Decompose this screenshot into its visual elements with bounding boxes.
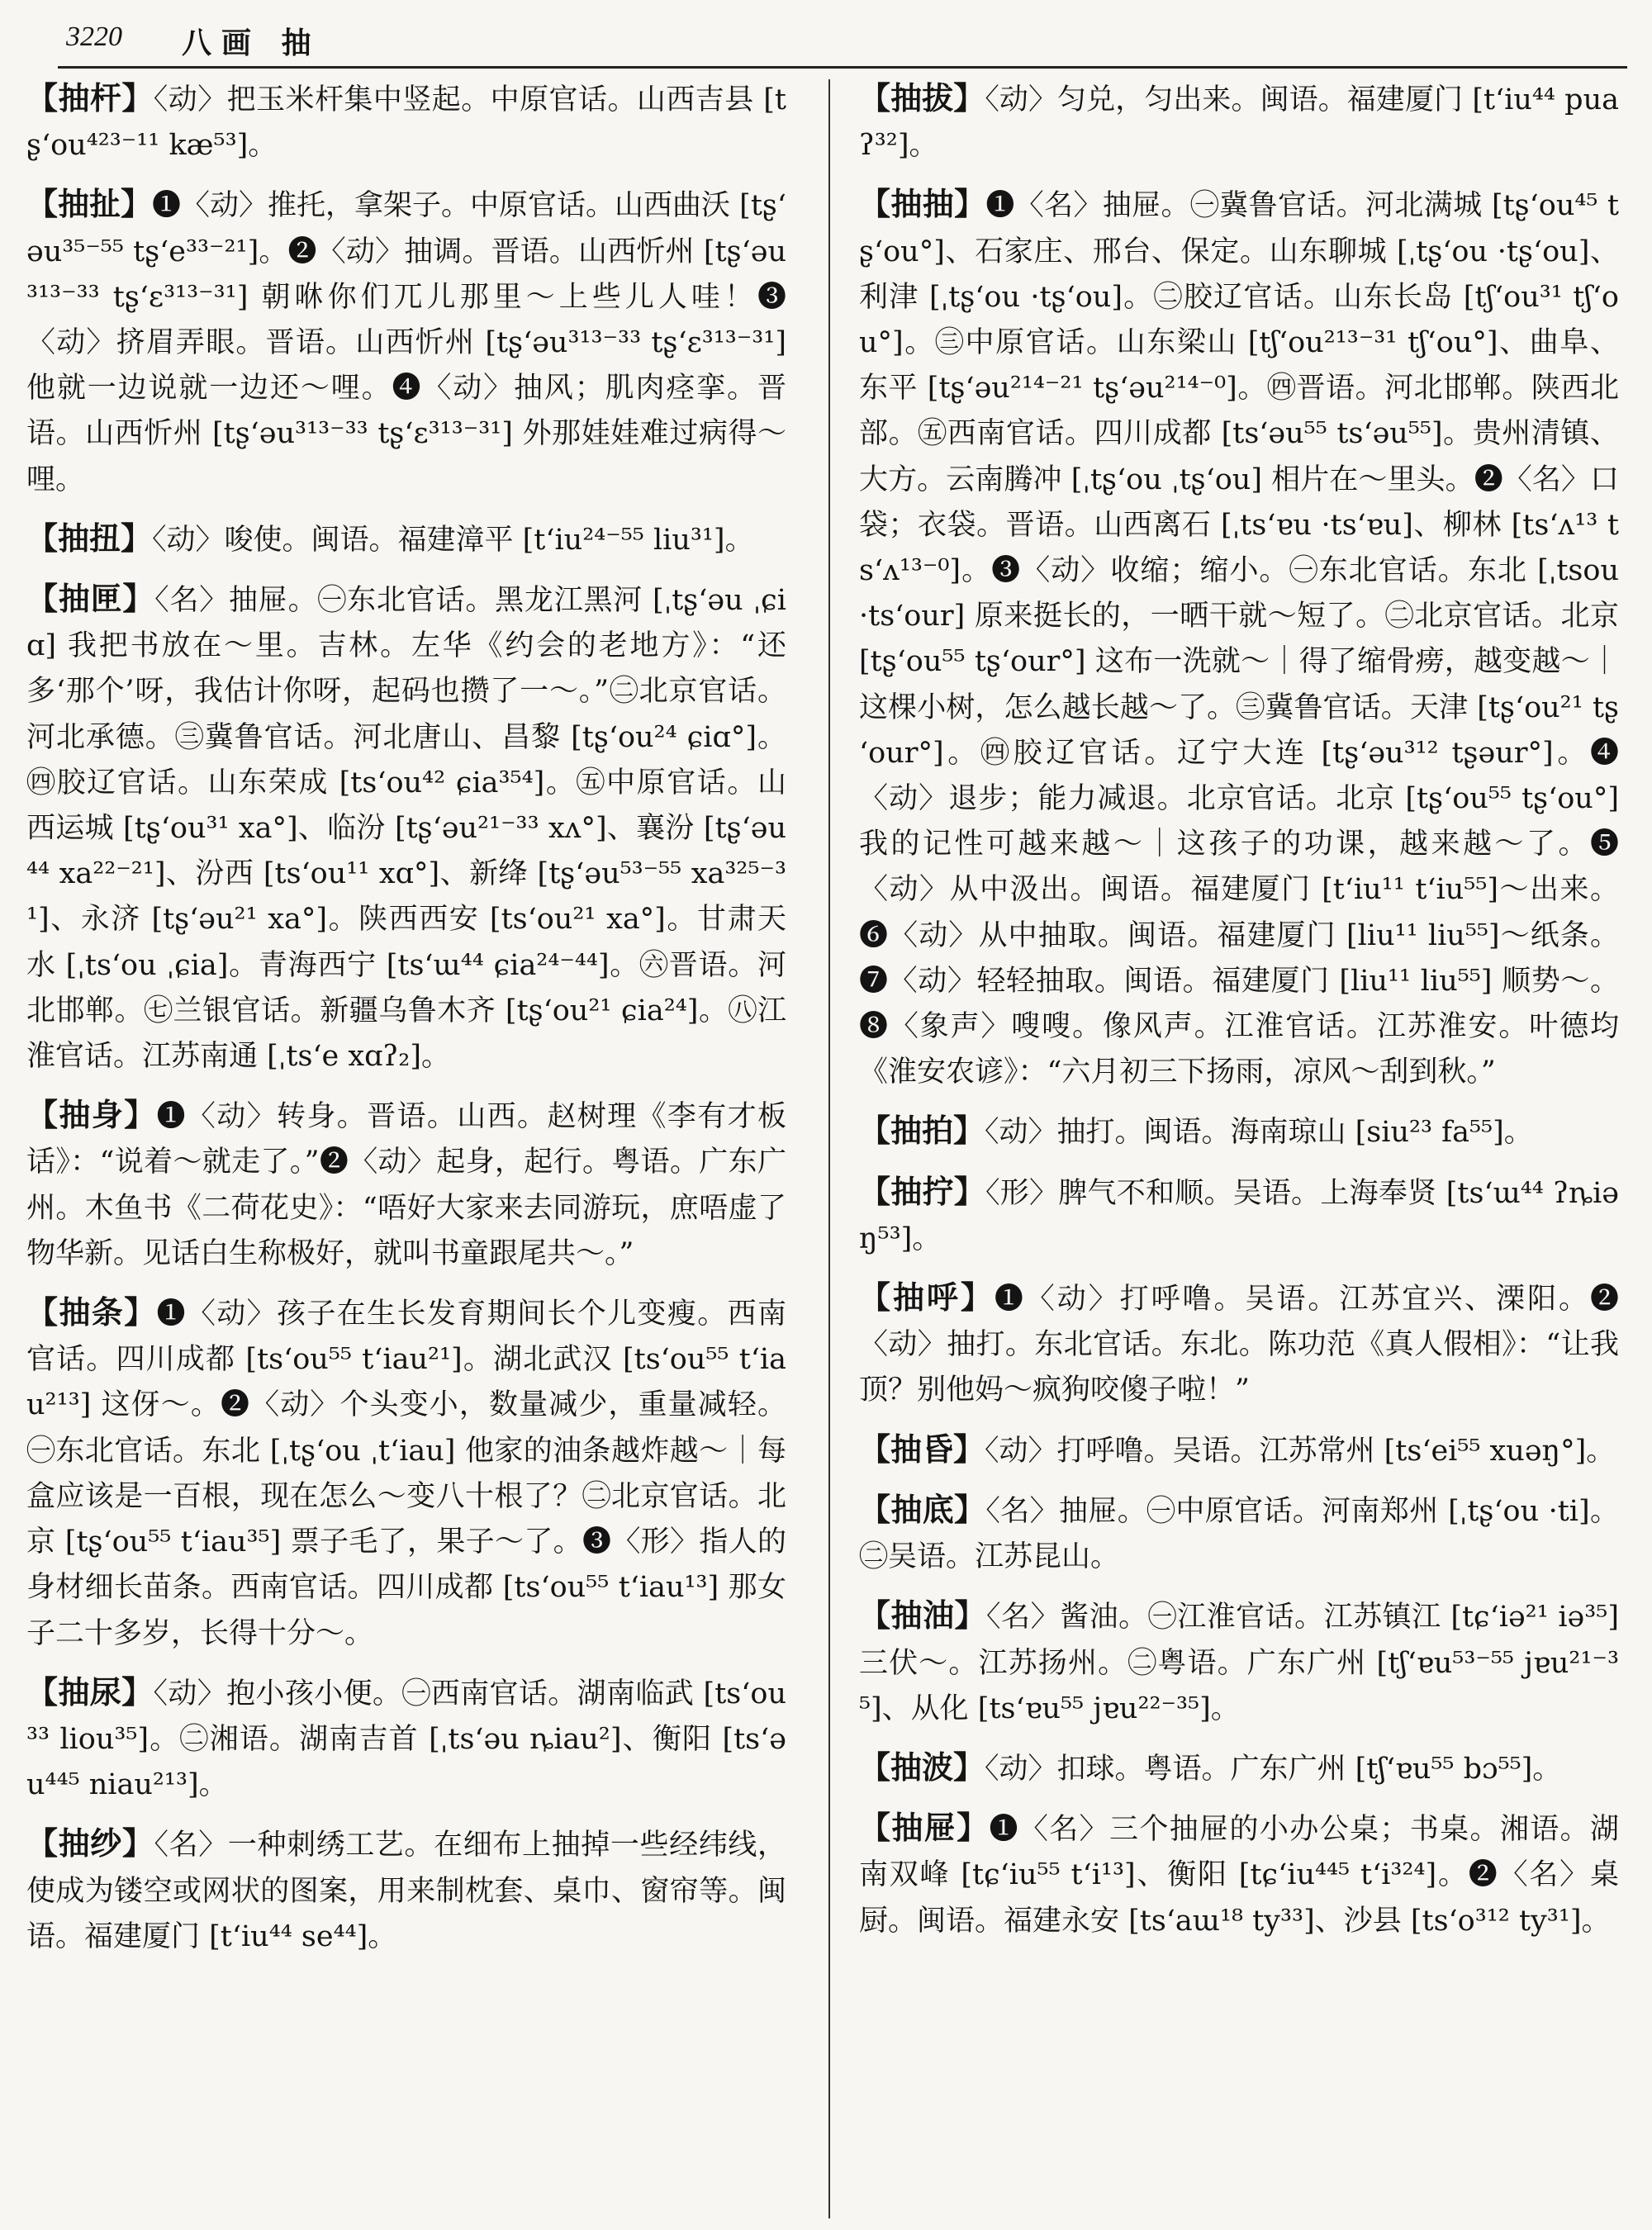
entry-definition: 〈动〉唆使。闽语。福建漳平 [tʻiu²⁴⁻⁵⁵ liu³¹]。 [152,523,754,557]
left-column [26,76,786,2215]
dictionary-entry [859,76,1619,168]
dictionary-entry [26,1821,786,1960]
entry-headword: 【抽拔】 [859,80,985,116]
entry-headword: 【抽杆】 [26,80,154,116]
entry-definition: 〈动〉抽打。闽语。海南琼山 [siu²³ fa⁵⁵]。 [985,1116,1533,1150]
entry-definition: 〈动〉扣球。粤语。广东广州 [tʃʻɐu⁵⁵ bɔ⁵⁵]。 [985,1752,1562,1786]
dictionary-entry [859,182,1619,1095]
entry-headword: 【抽条】 [26,1294,157,1331]
entry-headword: 【抽屉】 [859,1810,990,1847]
dictionary-entry [859,1805,1619,1944]
entry-headword: 【抽尿】 [26,1673,154,1710]
entry-headword: 【抽匣】 [26,581,155,618]
entry-headword: 【抽昏】 [859,1431,985,1468]
dictionary-entry [26,1290,786,1657]
entry-definition: 〈名〉酱油。㊀江淮官话。江苏镇江 [tɕʻiə²¹ iə³⁵] 三伏～。江苏扬州。㊁粤语。广东广州 [tʃʻɐu⁵³⁻⁵⁵ jɐu²¹⁻³⁵]、从化 [tsʻɐu⁵⁵ jɐu²²⁻³⁵]。 [859,1601,1619,1725]
page-header [58,15,1627,69]
section-title: 八画 抽 [182,26,321,60]
dictionary-entry [26,516,786,563]
entry-headword: 【抽波】 [859,1748,985,1786]
entry-headword: 【抽拧】 [859,1173,985,1210]
entry-headword: 【抽扭】 [26,520,153,557]
column-divider [828,79,830,2218]
dictionary-entry [859,1593,1619,1732]
entry-definition: 〈形〉脾气不和顺。吴语。上海奉贤 [tsʻɯ⁴⁴ ʔȵiəŋ⁵³]。 [859,1176,1619,1255]
dictionary-entry [26,76,786,168]
dictionary-entry [26,182,786,502]
dictionary-entry [859,1487,1619,1580]
entry-headword: 【抽呼】 [859,1279,995,1317]
dictionary-entry [26,576,786,1079]
dictionary-entry [859,1108,1619,1155]
entry-headword: 【抽拍】 [859,1113,985,1150]
entry-headword: 【抽扯】 [26,186,153,223]
entry-definition: ❶〈名〉抽屉。㊀冀鲁官话。河北满城 [tʂʻou⁴⁵ tʂʻou°]、石家庄、邢台、保定。山东聊城 [ˌtʂʻou ·tʂʻou]、利津 [ˌtʂʻou ·tʂʻou]。㊁胶辽官话。山东长岛 [tʃʻou³¹ tʃʻou°]。㊂中原官话。山东梁山 [tʃʻou²¹³⁻³¹ tʃʻou°]、曲阜、东平 [tʂʻəu²¹⁴⁻²¹ tʂʻəu²¹⁴⁻⁰]。㊃晋语。河北邯郸。陕西北部。㊄西南官话。四川成都 [tsʻəu⁵⁵ tsʻəu⁵⁵]。贵州清镇、大方。云南腾冲 [ˌtʂʻou ˌtʂʻou] 相片在～里头。❷〈名〉口袋；衣袋。晋语。山西离石 [ˌtsʻɐu ·tsʻɐu]、柳林 [tsʻʌ¹³ tsʻʌ¹³⁻⁰]。❸〈动〉收缩；缩小。㊀东北官话。东北 [ˌtsou ·tsʻour] 原来挺长的，一晒干就～短了。㊁北京官话。北京 [tʂʻou⁵⁵ tʂʻour°] 这布一洗就～｜得了缩骨痨，越变越～｜这棵小树，怎么越长越～了。㊂冀鲁官话。天津 [tʂʻou²¹ tʂʻour°]。㊃胶辽官话。辽宁大连 [tʂʻəu³¹² tʂəur°]。❹〈动〉退步；能力减退。北京官话。北京 [tʂʻou⁵⁵ tʂʻou°] 我的记性可越来越～｜这孩子的功课，越来越～了。❺〈动〉从中汲出。闽语。福建厦门 [tʻiu¹¹ tʻiu⁵⁵]～出来。❻〈动〉从中抽取。闽语。福建厦门 [liu¹¹ liu⁵⁵]～纸条。❼〈动〉轻轻抽取。闽语。福建厦门 [liu¹¹ liu⁵⁵] 顺势～。❽〈象声〉嗖嗖。像风声。江淮官话。江苏淮安。叶德均《淮安农谚》：“六月初三下扬雨，凉风～刮到秋。” [859,189,1619,1089]
entry-definition: 〈动〉抱小孩小便。㊀西南官话。湖南临武 [tsʻou³³ liou³⁵]。㊁湘语。湖南吉首 [ˌtsʻəu ȵiau²]、衡阳 [tsʻəu⁴⁴⁵ niau²¹³]。 [26,1677,786,1802]
entry-headword: 【抽油】 [859,1597,987,1635]
entry-definition: 〈名〉抽屉。㊀中原官话。河南郑州 [ˌtʂʻou ·ti]。㊁吴语。江苏昆山。 [859,1494,1619,1574]
entry-headword: 【抽身】 [26,1097,157,1134]
dictionary-entry [859,1427,1619,1474]
entry-definition: 〈名〉一种刺绣工艺。在细布上抽掉一些经纬线，使成为镂空或网状的图案，用来制枕套、桌巾、窗帘等。闽语。福建厦门 [tʻiu⁴⁴ se⁴⁴]。 [26,1829,786,1953]
right-column [859,76,1619,2215]
entry-headword: 【抽抽】 [859,186,986,223]
dictionary-entry [859,1275,1619,1414]
dictionary-entry [26,1093,786,1277]
page-number: 3220 [66,21,122,52]
dictionary-entry [26,1670,786,1809]
dictionary-entry [859,1745,1619,1792]
entry-definition: 〈动〉把玉米杆集中竖起。中原官话。山西吉县 [tʂʻou⁴²³⁻¹¹ kæ⁵³]。 [26,83,786,163]
entry-definition: 〈动〉匀兑，匀出来。闽语。福建厦门 [tʻiu⁴⁴ puaʔ³²]。 [859,83,1619,163]
entry-headword: 【抽纱】 [26,1825,154,1862]
entry-definition: ❶〈动〉推托，拿架子。中原官话。山西曲沃 [tʂʻəu³⁵⁻⁵⁵ tʂʻe³³⁻²¹]。❷〈动〉抽调。晋语。山西忻州 [tʂʻəu³¹³⁻³³ tʂʻɛ³¹³⁻³¹] 朝咻你们兀儿那里～上些儿人哇！❸〈动〉挤眉弄眼。晋语。山西忻州 [tʂʻəu³¹³⁻³³ tʂʻɛ³¹³⁻³¹] 他就一边说就一边还～哩。❹〈动〉抽风；肌肉痉挛。晋语。山西忻州 [tʂʻəu³¹³⁻³³ tʂʻɛ³¹³⁻³¹] 外那娃娃难过病得～哩。 [26,189,786,496]
entry-definition: ❶〈动〉转身。晋语。山西。赵树理《李有才板话》：“说着～就走了。”❷〈动〉起身，起行。粤语。广东广州。木鱼书《二荷花史》：“唔好大家来去同游玩，庶唔虚了物华新。见话白生称极好，就叫书童跟尾共～。” [26,1100,786,1270]
entry-definition: ❶〈名〉三个抽屉的小办公桌；书桌。湘语。湖南双峰 [tɕʻiu⁵⁵ tʻi¹³]、衡阳 [tɕʻiu⁴⁴⁵ tʻi³²⁴]。❷〈名〉桌厨。闽语。福建永安 [tsʻaɯ¹⁸ ty³³]、沙县 [tsʻo³¹² ty³¹]。 [859,1813,1619,1938]
entry-definition: ❶〈动〉孩子在生长发育期间长个儿变瘦。西南官话。四川成都 [tsʻou⁵⁵ tʻiau²¹]。湖北武汉 [tsʻou⁵⁵ tʻiau²¹³] 这伢～。❷〈动〉个头变小，数量减少，重量减轻。㊀东北官话。东北 [ˌtʂʻou ˌtʻiau] 他家的油条越炸越～｜每盒应该是一百根，现在怎么～变八十根了？㊁北京官话。北京 [tʂʻou⁵⁵ tʻiau³⁵] 票子毛了，果子～了。❸〈形〉指人的身材细长苗条。西南官话。四川成都 [tsʻou⁵⁵ tʻiau¹³] 那女子二十多岁，长得十分～。 [26,1298,786,1650]
entry-definition: ❶〈动〉打呼噜。吴语。江苏宜兴、溧阳。❷〈动〉抽打。东北官话。东北。陈功范《真人假相》：“让我顶？别他妈～疯狗咬傻子啦！” [859,1283,1619,1407]
entry-headword: 【抽底】 [859,1491,986,1528]
entry-definition: 〈名〉抽屉。㊀东北官话。黑龙江黑河 [ˌtʂʻəu ˌɕiɑ] 我把书放在～里。吉林。左华《约会的老地方》：“还多‘那个’呀，我估计你呀，起码也攒了一～。”㊁北京官话。河北承德。㊂冀鲁官话。河北唐山、昌黎 [tʂʻou²⁴ ɕiɑ°]。㊃胶辽官话。山东荣成 [tsʻou⁴² ɕia³⁵⁴]。㊄中原官话。山西运城 [tʂʻou³¹ xa°]、临汾 [tʂʻəu²¹⁻³³ xʌ°]、襄汾 [tʂʻəu⁴⁴ xa²²⁻²¹]、汾西 [tsʻou¹¹ xɑ°]、新绛 [tʂʻəu⁵³⁻⁵⁵ xa³²⁵⁻³¹]、永济 [tʂʻəu²¹ xa°]。陕西西安 [tsʻou²¹ xa°]。甘肃天水 [ˌtsʻou ˌɕia]。青海西宁 [tsʻɯ⁴⁴ ɕia²⁴⁻⁴⁴]。㊅晋语。河北邯郸。㊆兰银官话。新疆乌鲁木齐 [tʂʻou²¹ ɕia²⁴]。㊇江淮官话。江苏南通 [ˌtsʻe xɑʔ₂]。 [26,584,786,1074]
entry-definition: 〈动〉打呼噜。吴语。江苏常州 [tsʻei⁵⁵ xuəŋ°]。 [985,1434,1616,1468]
dictionary-entry [859,1170,1619,1262]
